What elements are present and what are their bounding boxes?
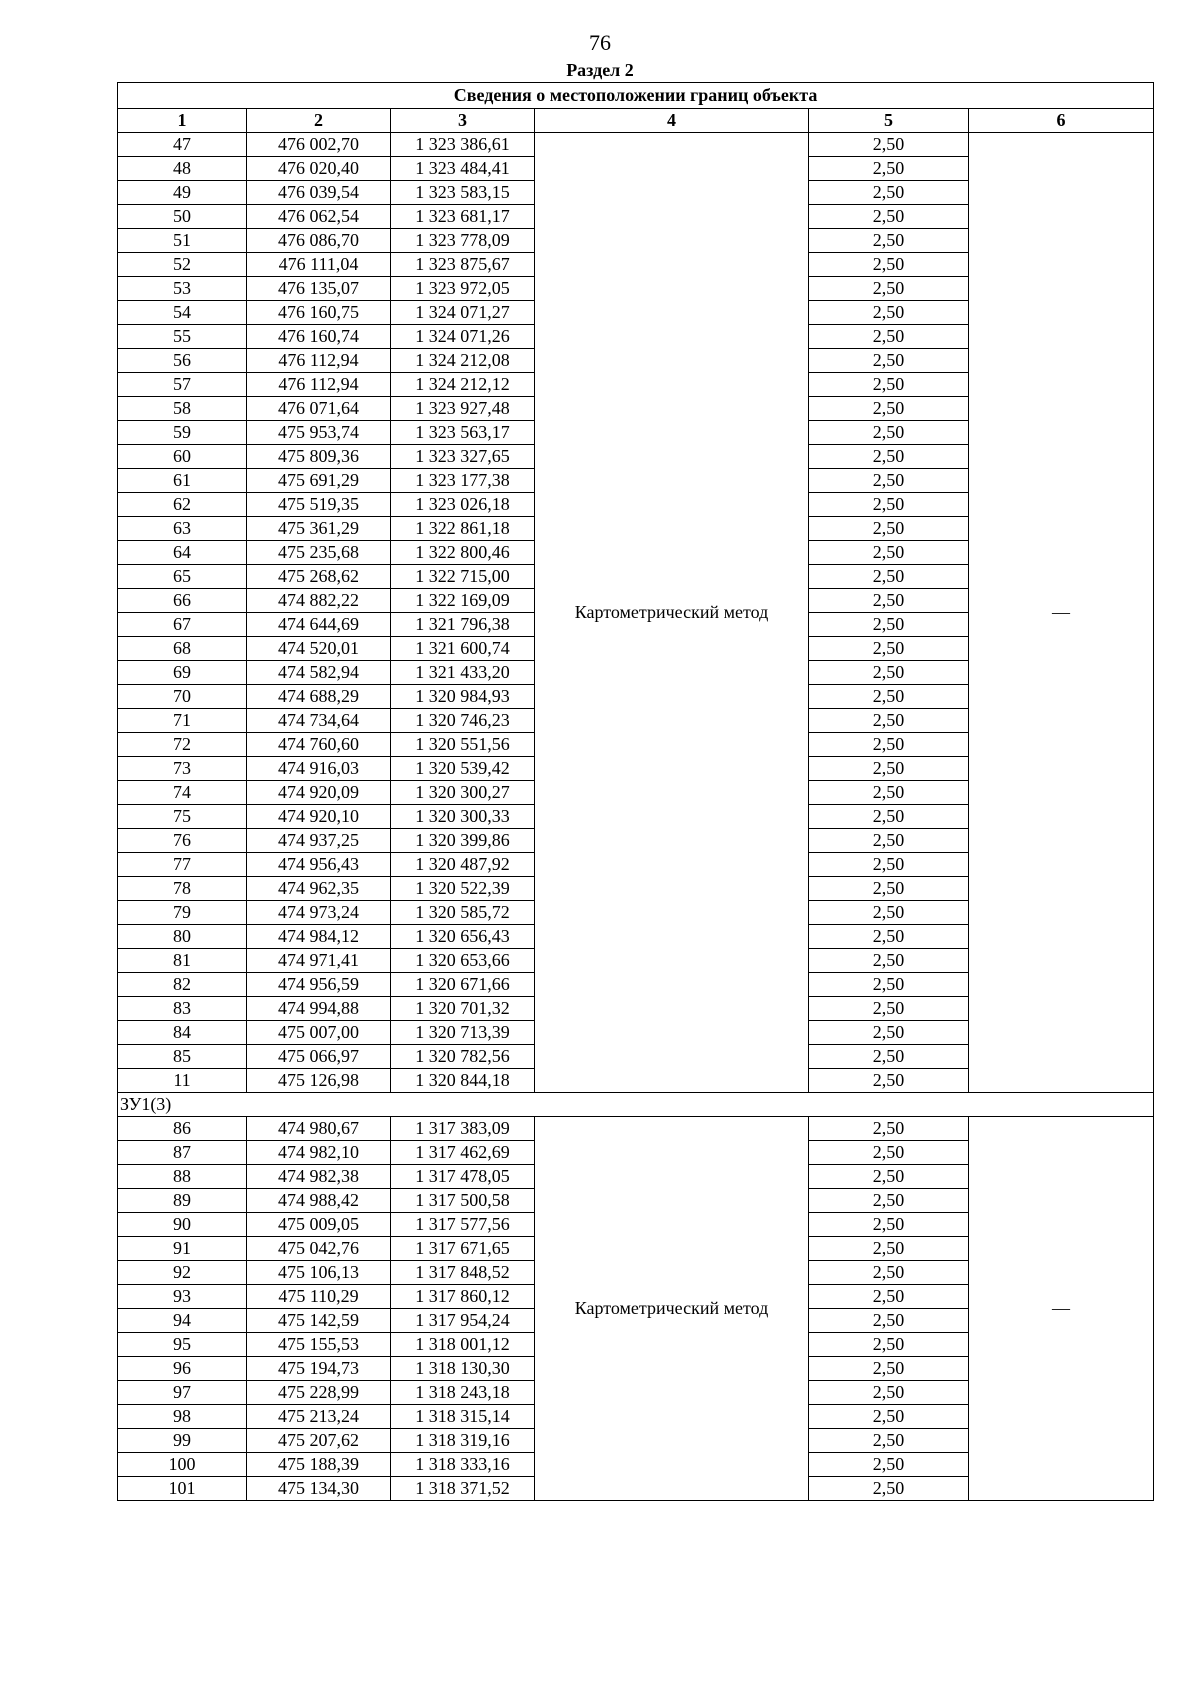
method-cell: Картометрический метод [535, 1117, 809, 1501]
column-header: 4 [535, 109, 809, 133]
precision: 2,50 [809, 1213, 969, 1237]
point-number: 88 [118, 1165, 247, 1189]
precision: 2,50 [809, 1165, 969, 1189]
precision: 2,50 [809, 1261, 969, 1285]
point-number: 52 [118, 253, 247, 277]
coord-x: 476 020,40 [247, 157, 391, 181]
point-number: 73 [118, 757, 247, 781]
coord-y: 1 317 462,69 [391, 1141, 535, 1165]
coord-y: 1 320 653,66 [391, 949, 535, 973]
coord-y: 1 318 315,14 [391, 1405, 535, 1429]
coord-x: 474 734,64 [247, 709, 391, 733]
coord-y: 1 317 383,09 [391, 1117, 535, 1141]
coord-x: 475 213,24 [247, 1405, 391, 1429]
precision: 2,50 [809, 541, 969, 565]
precision: 2,50 [809, 661, 969, 685]
point-number: 67 [118, 613, 247, 637]
coord-x: 476 160,75 [247, 301, 391, 325]
point-number: 100 [118, 1453, 247, 1477]
precision: 2,50 [809, 133, 969, 157]
precision: 2,50 [809, 205, 969, 229]
group-label: ЗУ1(3) [118, 1093, 1154, 1117]
column-header: 3 [391, 109, 535, 133]
coord-y: 1 320 300,33 [391, 805, 535, 829]
coord-x: 476 062,54 [247, 205, 391, 229]
precision: 2,50 [809, 1405, 969, 1429]
table-title: Сведения о местоположении границ объекта [118, 83, 1154, 109]
precision: 2,50 [809, 589, 969, 613]
coord-x: 476 002,70 [247, 133, 391, 157]
coord-x: 474 956,59 [247, 973, 391, 997]
column-header: 1 [118, 109, 247, 133]
point-number: 58 [118, 397, 247, 421]
coord-y: 1 322 861,18 [391, 517, 535, 541]
coord-y: 1 324 071,27 [391, 301, 535, 325]
precision: 2,50 [809, 829, 969, 853]
group-row [118, 1093, 1154, 1117]
coord-x: 476 160,74 [247, 325, 391, 349]
coord-x: 475 188,39 [247, 1453, 391, 1477]
precision: 2,50 [809, 1477, 969, 1501]
coord-y: 1 320 656,43 [391, 925, 535, 949]
coord-x: 474 937,25 [247, 829, 391, 853]
point-number: 74 [118, 781, 247, 805]
coord-y: 1 320 984,93 [391, 685, 535, 709]
precision: 2,50 [809, 1045, 969, 1069]
coord-y: 1 322 169,09 [391, 589, 535, 613]
precision: 2,50 [809, 685, 969, 709]
precision: 2,50 [809, 493, 969, 517]
precision: 2,50 [809, 1357, 969, 1381]
point-number: 101 [118, 1477, 247, 1501]
point-number: 49 [118, 181, 247, 205]
point-number: 66 [118, 589, 247, 613]
precision: 2,50 [809, 757, 969, 781]
precision: 2,50 [809, 1021, 969, 1045]
coord-y: 1 323 484,41 [391, 157, 535, 181]
section-title: Раздел 2 [566, 60, 634, 80]
point-number: 69 [118, 661, 247, 685]
coord-y: 1 320 701,32 [391, 997, 535, 1021]
note-cell: — [969, 133, 1154, 1093]
coord-x: 475 066,97 [247, 1045, 391, 1069]
coord-x: 475 207,62 [247, 1429, 391, 1453]
point-number: 72 [118, 733, 247, 757]
point-number: 63 [118, 517, 247, 541]
column-header: 2 [247, 109, 391, 133]
precision: 2,50 [809, 1285, 969, 1309]
precision: 2,50 [809, 901, 969, 925]
precision: 2,50 [809, 1429, 969, 1453]
coord-x: 474 920,09 [247, 781, 391, 805]
precision: 2,50 [809, 445, 969, 469]
coord-x: 475 361,29 [247, 517, 391, 541]
coord-x: 474 916,03 [247, 757, 391, 781]
coord-x: 475 142,59 [247, 1309, 391, 1333]
point-number: 93 [118, 1285, 247, 1309]
precision: 2,50 [809, 469, 969, 493]
coord-y: 1 323 681,17 [391, 205, 535, 229]
coord-x: 475 268,62 [247, 565, 391, 589]
precision: 2,50 [809, 925, 969, 949]
precision: 2,50 [809, 565, 969, 589]
precision: 2,50 [809, 277, 969, 301]
point-number: 75 [118, 805, 247, 829]
point-number: 57 [118, 373, 247, 397]
point-number: 83 [118, 997, 247, 1021]
coord-y: 1 323 327,65 [391, 445, 535, 469]
point-number: 76 [118, 829, 247, 853]
point-number: 61 [118, 469, 247, 493]
coord-x: 475 007,00 [247, 1021, 391, 1045]
coord-x: 475 155,53 [247, 1333, 391, 1357]
coord-y: 1 322 715,00 [391, 565, 535, 589]
coord-x: 474 644,69 [247, 613, 391, 637]
point-number: 95 [118, 1333, 247, 1357]
precision: 2,50 [809, 613, 969, 637]
coord-x: 475 953,74 [247, 421, 391, 445]
coord-x: 474 973,24 [247, 901, 391, 925]
coord-y: 1 318 319,16 [391, 1429, 535, 1453]
point-number: 90 [118, 1213, 247, 1237]
precision: 2,50 [809, 1237, 969, 1261]
coord-y: 1 320 585,72 [391, 901, 535, 925]
coord-x: 475 009,05 [247, 1213, 391, 1237]
coord-y: 1 320 522,39 [391, 877, 535, 901]
coord-y: 1 320 671,66 [391, 973, 535, 997]
coord-x: 476 039,54 [247, 181, 391, 205]
coord-x: 475 691,29 [247, 469, 391, 493]
precision: 2,50 [809, 181, 969, 205]
point-number: 48 [118, 157, 247, 181]
method-cell: Картометрический метод [535, 133, 809, 1093]
coord-x: 475 110,29 [247, 1285, 391, 1309]
point-number: 86 [118, 1117, 247, 1141]
coord-x: 474 971,41 [247, 949, 391, 973]
precision: 2,50 [809, 421, 969, 445]
precision: 2,50 [809, 1309, 969, 1333]
point-number: 55 [118, 325, 247, 349]
point-number: 11 [118, 1069, 247, 1093]
coord-x: 474 962,35 [247, 877, 391, 901]
point-number: 78 [118, 877, 247, 901]
coord-y: 1 323 583,15 [391, 181, 535, 205]
precision: 2,50 [809, 373, 969, 397]
coord-y: 1 320 844,18 [391, 1069, 535, 1093]
coord-y: 1 324 212,12 [391, 373, 535, 397]
coord-x: 474 980,67 [247, 1117, 391, 1141]
precision: 2,50 [809, 973, 969, 997]
precision: 2,50 [809, 397, 969, 421]
point-number: 53 [118, 277, 247, 301]
point-number: 71 [118, 709, 247, 733]
coord-x: 476 111,04 [247, 253, 391, 277]
precision: 2,50 [809, 1117, 969, 1141]
point-number: 47 [118, 133, 247, 157]
column-header: 5 [809, 109, 969, 133]
coord-x: 475 106,13 [247, 1261, 391, 1285]
coord-x: 474 882,22 [247, 589, 391, 613]
coord-x: 475 228,99 [247, 1381, 391, 1405]
precision: 2,50 [809, 1141, 969, 1165]
coord-y: 1 318 130,30 [391, 1357, 535, 1381]
coord-y: 1 320 399,86 [391, 829, 535, 853]
coord-y: 1 320 746,23 [391, 709, 535, 733]
coord-x: 474 582,94 [247, 661, 391, 685]
point-number: 68 [118, 637, 247, 661]
column-header: 6 [969, 109, 1154, 133]
precision: 2,50 [809, 805, 969, 829]
point-number: 79 [118, 901, 247, 925]
coord-y: 1 323 927,48 [391, 397, 535, 421]
coord-x: 474 760,60 [247, 733, 391, 757]
coord-x: 475 235,68 [247, 541, 391, 565]
coord-y: 1 317 860,12 [391, 1285, 535, 1309]
coord-y: 1 318 243,18 [391, 1381, 535, 1405]
coord-y: 1 320 487,92 [391, 853, 535, 877]
precision: 2,50 [809, 349, 969, 373]
precision: 2,50 [809, 781, 969, 805]
page-number: 76 [589, 30, 611, 55]
coord-y: 1 317 671,65 [391, 1237, 535, 1261]
point-number: 60 [118, 445, 247, 469]
coord-x: 476 135,07 [247, 277, 391, 301]
coord-y: 1 317 500,58 [391, 1189, 535, 1213]
coord-x: 475 809,36 [247, 445, 391, 469]
point-number: 51 [118, 229, 247, 253]
coord-x: 476 071,64 [247, 397, 391, 421]
precision: 2,50 [809, 1189, 969, 1213]
coord-y: 1 320 551,56 [391, 733, 535, 757]
point-number: 70 [118, 685, 247, 709]
column-header-row [118, 109, 1154, 133]
coord-y: 1 321 433,20 [391, 661, 535, 685]
coord-x: 474 688,29 [247, 685, 391, 709]
point-number: 62 [118, 493, 247, 517]
point-number: 81 [118, 949, 247, 973]
precision: 2,50 [809, 709, 969, 733]
coord-x: 476 112,94 [247, 373, 391, 397]
point-number: 64 [118, 541, 247, 565]
point-number: 82 [118, 973, 247, 997]
precision: 2,50 [809, 1069, 969, 1093]
coord-y: 1 320 300,27 [391, 781, 535, 805]
coord-x: 474 520,01 [247, 637, 391, 661]
point-number: 84 [118, 1021, 247, 1045]
point-number: 97 [118, 1381, 247, 1405]
coord-y: 1 323 386,61 [391, 133, 535, 157]
table-row [118, 133, 1154, 157]
precision: 2,50 [809, 1333, 969, 1357]
coord-x: 474 984,12 [247, 925, 391, 949]
coord-x: 474 994,88 [247, 997, 391, 1021]
coord-y: 1 323 875,67 [391, 253, 535, 277]
coord-x: 476 086,70 [247, 229, 391, 253]
coord-y: 1 317 848,52 [391, 1261, 535, 1285]
coord-y: 1 317 954,24 [391, 1309, 535, 1333]
coord-y: 1 324 212,08 [391, 349, 535, 373]
point-number: 56 [118, 349, 247, 373]
precision: 2,50 [809, 517, 969, 541]
coord-y: 1 323 026,18 [391, 493, 535, 517]
point-number: 50 [118, 205, 247, 229]
coord-x: 474 920,10 [247, 805, 391, 829]
coord-y: 1 322 800,46 [391, 541, 535, 565]
table-row [118, 1117, 1154, 1141]
coord-y: 1 318 001,12 [391, 1333, 535, 1357]
precision: 2,50 [809, 877, 969, 901]
point-number: 91 [118, 1237, 247, 1261]
point-number: 80 [118, 925, 247, 949]
table-title-row [118, 83, 1154, 109]
coord-y: 1 323 563,17 [391, 421, 535, 445]
point-number: 54 [118, 301, 247, 325]
precision: 2,50 [809, 325, 969, 349]
coord-x: 475 194,73 [247, 1357, 391, 1381]
coord-y: 1 317 577,56 [391, 1213, 535, 1237]
coord-x: 475 134,30 [247, 1477, 391, 1501]
precision: 2,50 [809, 229, 969, 253]
boundary-table [117, 82, 1154, 1501]
coord-y: 1 320 713,39 [391, 1021, 535, 1045]
table-body [118, 133, 1154, 1501]
coord-x: 475 519,35 [247, 493, 391, 517]
precision: 2,50 [809, 253, 969, 277]
precision: 2,50 [809, 1381, 969, 1405]
point-number: 98 [118, 1405, 247, 1429]
coord-x: 474 956,43 [247, 853, 391, 877]
point-number: 92 [118, 1261, 247, 1285]
coord-y: 1 320 782,56 [391, 1045, 535, 1069]
coord-y: 1 321 796,38 [391, 613, 535, 637]
coord-y: 1 318 371,52 [391, 1477, 535, 1501]
precision: 2,50 [809, 157, 969, 181]
precision: 2,50 [809, 853, 969, 877]
coord-y: 1 323 778,09 [391, 229, 535, 253]
point-number: 59 [118, 421, 247, 445]
coord-y: 1 321 600,74 [391, 637, 535, 661]
coord-x: 475 126,98 [247, 1069, 391, 1093]
coord-x: 476 112,94 [247, 349, 391, 373]
coord-y: 1 318 333,16 [391, 1453, 535, 1477]
coord-y: 1 323 972,05 [391, 277, 535, 301]
precision: 2,50 [809, 637, 969, 661]
point-number: 87 [118, 1141, 247, 1165]
coord-x: 474 982,10 [247, 1141, 391, 1165]
precision: 2,50 [809, 949, 969, 973]
precision: 2,50 [809, 733, 969, 757]
coord-x: 474 988,42 [247, 1189, 391, 1213]
point-number: 99 [118, 1429, 247, 1453]
coord-y: 1 323 177,38 [391, 469, 535, 493]
point-number: 94 [118, 1309, 247, 1333]
coord-y: 1 317 478,05 [391, 1165, 535, 1189]
point-number: 77 [118, 853, 247, 877]
note-cell: — [969, 1117, 1154, 1501]
coord-y: 1 324 071,26 [391, 325, 535, 349]
coord-x: 475 042,76 [247, 1237, 391, 1261]
point-number: 65 [118, 565, 247, 589]
coord-y: 1 320 539,42 [391, 757, 535, 781]
point-number: 96 [118, 1357, 247, 1381]
coord-x: 474 982,38 [247, 1165, 391, 1189]
precision: 2,50 [809, 1453, 969, 1477]
precision: 2,50 [809, 997, 969, 1021]
precision: 2,50 [809, 301, 969, 325]
point-number: 89 [118, 1189, 247, 1213]
point-number: 85 [118, 1045, 247, 1069]
